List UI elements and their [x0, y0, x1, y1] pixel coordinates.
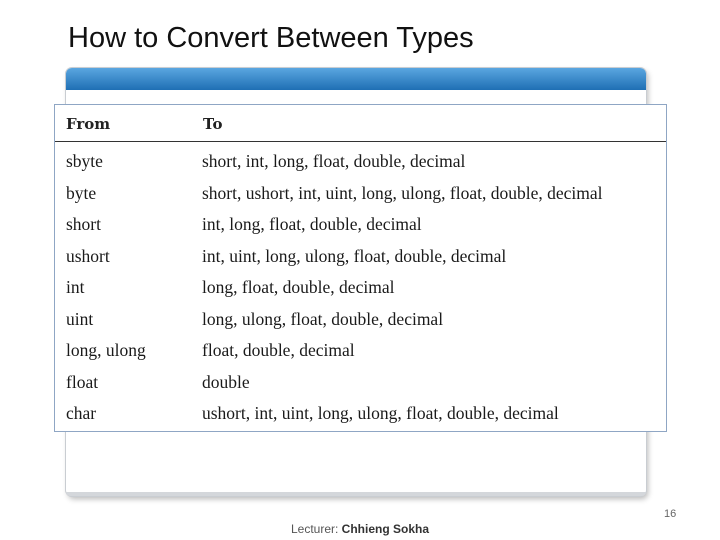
table-body	[55, 147, 666, 431]
to-cell: double	[202, 371, 250, 392]
lecturer-name: Chhieng Sokha	[341, 522, 430, 536]
to-cell: short, int, long, float, double, decimal	[202, 151, 466, 171]
from-cell: short	[66, 214, 101, 234]
to-cell: float, double, decimal	[202, 340, 355, 360]
from-cell: uint	[66, 308, 94, 329]
table-row	[55, 399, 666, 431]
slide-title: How to Convert Between Types	[68, 22, 474, 54]
table-row	[55, 305, 666, 337]
header-to: To	[203, 115, 223, 133]
footer	[0, 522, 720, 536]
table-row	[55, 179, 666, 211]
table-row	[55, 336, 666, 368]
header-from: From	[66, 115, 111, 133]
table-row	[55, 210, 666, 242]
to-cell: long, ulong, float, double, decimal	[202, 308, 444, 329]
table-row	[55, 242, 666, 274]
table-row	[55, 147, 666, 179]
card-header-bar	[66, 68, 646, 90]
table-header	[55, 105, 666, 142]
from-cell: char	[66, 403, 97, 423]
to-cell: int, uint, long, ulong, float, double, decimal	[202, 245, 507, 266]
table-row	[55, 273, 666, 305]
page-number: 16	[664, 508, 677, 520]
from-cell: sbyte	[66, 151, 103, 171]
from-cell: int	[66, 277, 85, 297]
footer-label: Lecturer:	[290, 522, 339, 536]
to-cell: ushort, int, uint, long, ulong, float, double, decimal	[202, 403, 559, 423]
to-cell: int, long, float, double, decimal	[202, 214, 422, 234]
to-cell: long, float, double, decimal	[202, 277, 395, 297]
to-cell: short, ushort, int, uint, long, ulong, float, double, decimal	[202, 182, 603, 203]
conversion-table	[54, 104, 667, 432]
from-cell: ushort	[66, 245, 110, 266]
from-cell: byte	[66, 182, 97, 203]
table-row	[55, 368, 666, 400]
from-cell: float	[66, 371, 99, 392]
card-bottom-edge	[66, 492, 646, 496]
from-cell: long, ulong	[66, 340, 146, 360]
